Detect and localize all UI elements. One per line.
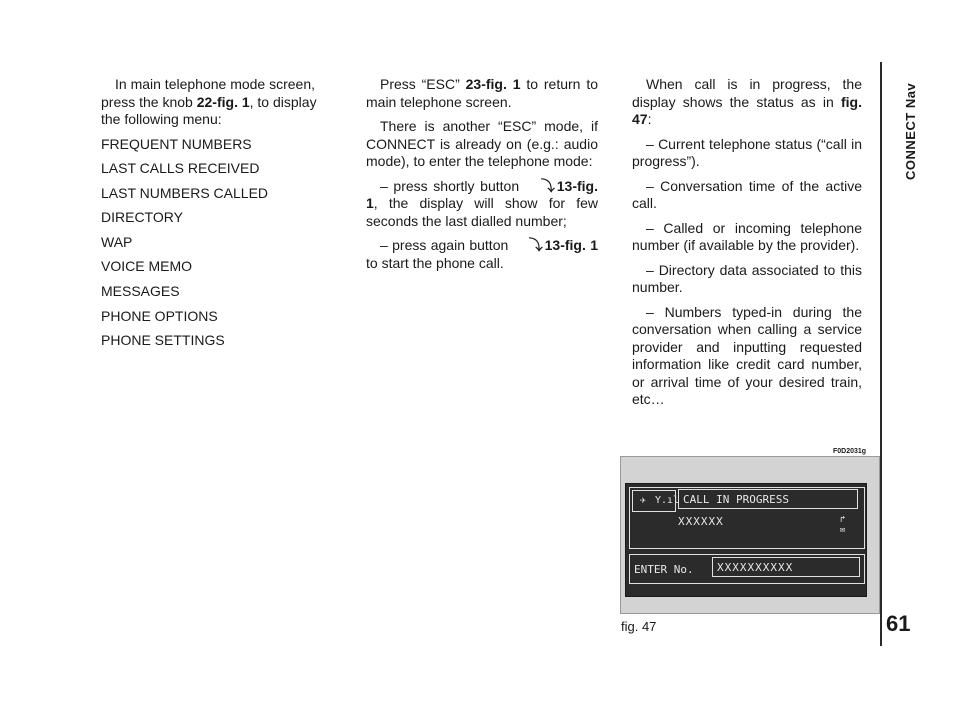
phone-call-icon: ⤵ <box>540 177 555 194</box>
lcd-display <box>625 483 867 597</box>
menu-item-phone-options: PHONE OPTIONS <box>101 307 218 324</box>
menu-item-last-numbers-called: LAST NUMBERS CALLED <box>101 184 269 201</box>
status-text: When call is in progress, the display shows the status as in <box>632 76 862 110</box>
esc-paragraph <box>366 76 598 111</box>
status-text-end: : <box>647 111 652 127</box>
esc-mode-paragraph: There is another “ESC” mode, if CONNECT is already on (e.g.: audio mode), to enter the telephone mode: <box>366 118 598 169</box>
menu-item-directory: DIRECTORY <box>101 209 183 226</box>
lcd-icon-box <box>632 490 680 512</box>
phone-menu-list <box>101 136 333 350</box>
press-text: – press shortly button <box>380 177 525 194</box>
intro-paragraph <box>101 76 333 129</box>
call-status-paragraph <box>632 76 862 129</box>
menu-item-frequent-numbers: FREQUENT NUMBERS <box>101 135 252 152</box>
status-item-typed-numbers: – Numbers typed-in during the conversation when calling a service provider and inputting requested information like credit card number, or arrival time of your desired train, etc… <box>632 303 862 407</box>
figure-reference: 22-fig. 1 <box>196 93 250 110</box>
status-item-directory: – Directory data associated to this number. <box>632 261 862 295</box>
phone-call-icon: ⤵ <box>528 237 543 253</box>
status-item-current: – Current telephone status (“call in progress”). <box>632 135 862 169</box>
status-item-time: – Conversation time of the active call. <box>632 177 862 211</box>
figure-caption: fig. 47 <box>621 619 657 634</box>
figure-reference: 13-fig. 1 <box>366 177 598 211</box>
press-shortly-paragraph <box>366 178 598 231</box>
menu-item-wap: WAP <box>101 233 133 250</box>
figure-reference: 13-fig. 1 <box>544 237 598 253</box>
lcd-bottom-panel <box>629 554 865 584</box>
intro-text: In main telephone mode screen, press the knob <box>101 76 316 110</box>
figure-reference: 23-fig. 1 <box>465 76 521 92</box>
section-title: CONNECT Nav <box>903 82 918 180</box>
figure-reference: fig. 47 <box>632 93 862 127</box>
lcd-number-text: XXXXXX <box>678 515 724 528</box>
menu-item-messages: MESSAGES <box>101 283 180 300</box>
intro-text-end: , to display the following menu: <box>101 93 317 127</box>
column-3 <box>632 76 862 416</box>
menu-item-last-calls-received: LAST CALLS RECEIVED <box>101 160 260 177</box>
status-item-number: – Called or incoming telephone number (if available by the provider). <box>632 219 862 253</box>
signal-strength-icon: Y.ıl <box>655 495 680 506</box>
antenna-icon: ✈ <box>639 495 647 506</box>
esc-text-end: to return to main telephone screen. <box>366 76 598 110</box>
column-2 <box>366 76 598 279</box>
menu-item-voice-memo: VOICE MEMO <box>101 258 193 275</box>
press-again-text: – press again button <box>380 237 513 253</box>
call-transfer-icon: ↱ ✉ <box>840 515 846 535</box>
figure-code: F0D2031g <box>833 448 867 455</box>
margin-rule <box>880 62 882 646</box>
page-number: 61 <box>886 611 911 636</box>
press-again-text-end: to start the phone call. <box>366 254 504 271</box>
lcd-status-text: CALL IN PROGRESS <box>678 489 858 509</box>
press-again-paragraph <box>366 237 598 272</box>
press-text-end: , the display will show for few seconds the last dialled number; <box>366 195 598 229</box>
esc-text: Press “ESC” <box>380 76 466 92</box>
lcd-enter-label: ENTER No. <box>634 563 694 576</box>
lcd-enter-field: XXXXXXXXXX <box>712 557 860 577</box>
menu-item-phone-settings: PHONE SETTINGS <box>101 332 225 349</box>
column-1 <box>101 76 333 357</box>
